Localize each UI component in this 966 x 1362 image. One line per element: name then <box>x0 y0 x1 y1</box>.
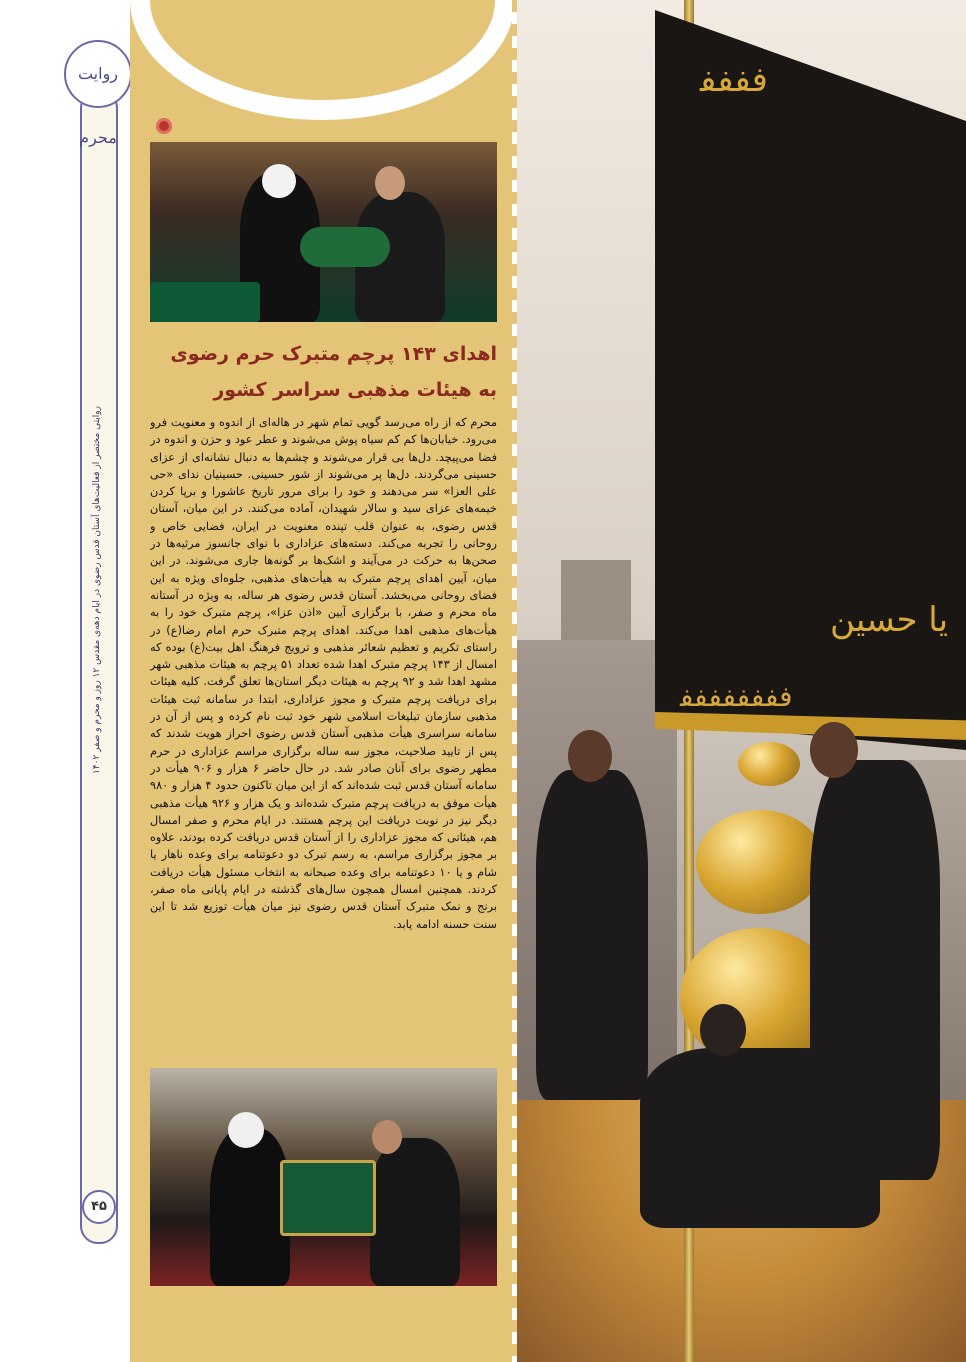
sidebar-caption: روایتی مختصر از فعالیت‌های آستان قدس رضوی در ایام دهه‌ی مقدس ۱۲ روز و محرم و صفر ۱۴۰۲ <box>92 406 102 774</box>
ceremony-photo-bottom <box>150 1068 497 1286</box>
article-body: محرم که از راه می‌رسد گویی تمام شهر در هاله‌ای از اندوه و معنویت فرو می‌رود. خیابان‌ها کم کم سیاه پوش می‌شوند و عطر عود و حزن و اندوه در فضا می‌پیچد. دل‌ها بی قرار می‌شوند و چشم‌ها به دنبال نشانه‌ای از عزای حسینی می‌گردند. دل‌ها پر می‌شوند از شور حسینی. حسینیان ندای «حی علی العزا» سر می‌دهند و خود را برای مرور تاریخ عاشورا و برپا کردن خیمه‌های عزای سید و سالار شهیدان، آماده می‌کنند. در این میان، آستان قدس رضوی، به عنوان قلب تپنده معنویت در ایران، فضایی خاص و روحانی را تجربه می‌کند. دسته‌های عزاداری با نوای جانسوز مرثیه‌ها در صحن‌ها به حرکت در می‌آیند و اشک‌ها بر گونه‌ها جاری می‌شوند. در این میان، آیین اهدای پرچم متبرک به هیأت‌های مذهبی، جلوه‌ای ویژه به این فضای روحانی می‌بخشد. آستان قدس رضوی هر ساله، به ویژه در آستانه ماه محرم و صفر، با برگزاری آیین «اذن عزا»، پرچم متبرک خود را به هیأت‌های مذهبی اهدا می‌کند. اهدای پرچم متبرک حرم امام رضا(ع) در راستای تکریم و تعظیم شعائر مذهبی و ترویج فرهنگ اهل بیت(ع) بوده که امسال از ۱۴۳ پرچم متبرک اهدا شده تعداد ۵۱ پرچم به هیئات مذهبی شهر مشهد اهدا شد و ۹۲ پرچم به هیئات دیگر استان‌ها تعلق گرفت. کلیه هیئات برای دریافت پرچم متبرک و مجوز عزاداری، ابتدا در سامانه ثبت هیئات مذهبی سازمان تبلیغات اسلامی شهر خود ثبت نام کرده و پس از آن در سامانه سراسری هیأت مذهبی آستان قدس رضوی احراز هویت شدند که پس از تایید صلاحیت، مجوز سه ساله برگزاری مراسم عزاداری در حرم مطهر رضوی برای آنان صادر شد. در حال حاضر ۶ هزار و ۹۰۶ هیأت در سامانه آستان قدس ثبت شده‌اند که از این میان تاکنون حدود ۴ هزار و ۹۸۰ هیأت موفق به دریافت پرچم متبرک شده‌اند و یک هزار و ۹۲۶ هیأت مذهبی دیگر نیز در نوبت دریافت این پرچم هستند. در ایام محرم و صفر امسال هم، هیئاتی که مجوز عزاداری را از آستان قدس دریافت کرده بودند، علاوه بر مجوز برگزاری مراسم، به رسم تبرک دو دعوتنامه برای وعده ناهار یا شام و یا ۱۰ دعوتنامه برای وعده صبحانه به انتخاب مسئول هیأت دریافت کردند. همچنین امسال همچون سال‌های گذشته در ایام پایانی ماه صفر، برنج و نمک متبرک آستان قدس رضوی نیز میان هیأت توزیع شد تا این سنت حسنه ادامه یابد. <box>150 416 497 931</box>
worker-bottom-head <box>700 1004 746 1056</box>
presenter-head <box>372 1120 402 1154</box>
cleric-figure <box>210 1128 290 1286</box>
man-head <box>375 166 405 200</box>
golden-finial-middle <box>696 810 824 914</box>
green-table <box>150 282 260 322</box>
article-title <box>150 336 497 408</box>
cleric-head <box>262 164 296 198</box>
worker-left-head <box>568 730 612 782</box>
flag-script-middle: ﻳﺎ ﺣﺴﻴﻦ <box>830 600 949 640</box>
magazine-logo: روایت محرم <box>64 40 132 108</box>
presenter-figure <box>370 1138 460 1286</box>
golden-finial-top <box>738 742 800 786</box>
gift-box <box>280 1160 376 1236</box>
green-flag-bundle <box>300 227 390 267</box>
worker-bottom <box>640 1048 880 1228</box>
worker-left <box>536 770 648 1100</box>
flag-script-bottom: ﻓﻔﻔﻔﻔﻔﻔﻔ <box>680 680 793 713</box>
ceremony-photo-top <box>150 142 497 322</box>
flag-script-top: ﻓﻔﻔﻔ <box>700 60 768 100</box>
page-number: ۴۵ <box>82 1190 116 1224</box>
worker-right-head <box>810 722 858 778</box>
title-line-1: اهدای ۱۴۳ پرچم متبرک حرم رضوی <box>170 343 497 365</box>
title-line-2: به هیئات مذهبی سراسر کشور <box>213 379 497 401</box>
rose-icon <box>156 118 172 134</box>
cleric-head <box>228 1112 264 1148</box>
